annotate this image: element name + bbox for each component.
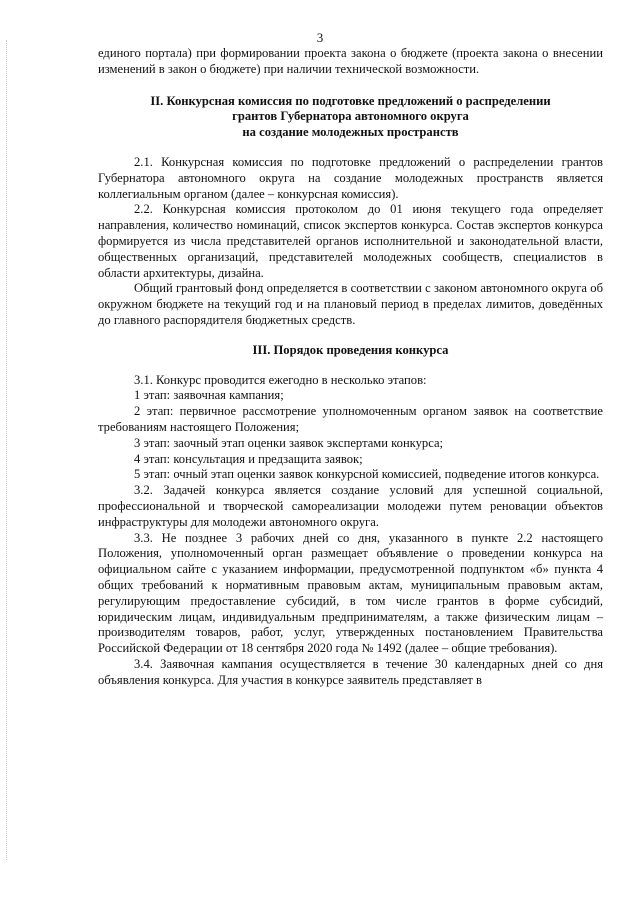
paragraph-3-4: 3.4. Заявочная кампания осуществляется в течение 30 календарных дней со дня объявления конкурса. Для участия в конкурсе заявитель представляет в: [98, 656, 603, 687]
stage-4: 4 этап: консультация и предзащита заявок;: [134, 451, 363, 466]
page-number: 3: [316, 30, 324, 45]
stage-1: 1 этап: заявочная кампания;: [134, 388, 284, 403]
section-2-heading-line: II. Конкурсная комиссия по подготовке предложений о распределении: [150, 93, 551, 108]
stage-3: 3 этап: заочный этап оценки заявок экспертами конкурса;: [134, 435, 444, 450]
section-2-heading: [98, 94, 603, 141]
section-3-heading: [98, 343, 603, 359]
paragraph-2-1: 2.1. Конкурсная комиссия по подготовке предложений о распределении грантов Губернатора автономного округа на создание молодежных пространств является коллегиальным органом (далее – конкурсная комиссия).: [98, 154, 603, 201]
section-2-heading-line: грантов Губернатора автономного округа: [232, 109, 469, 124]
paragraph-3-1: 3.1. Конкурс проводится ежегодно в несколько этапов:: [134, 372, 427, 387]
paragraph-grant-fund: Общий грантовый фонд определяется в соответствии с законом автономного округа об окружном бюджете на текущий год и на плановый период в пределах лимитов, доведённых до главного распорядителя бюджетных средств.: [98, 281, 603, 327]
stage-5: 5 этап: очный этап оценки заявок конкурсной комиссией, подведение итогов конкурса.: [134, 467, 600, 482]
paragraph-3-3: 3.3. Не позднее 3 рабочих дней со дня, указанного в пункте 2.2 настоящего Положения, уполномоченный орган размещает объявление о проведении конкурса на официальном сайте с указанием информации, предусмотренной подпунктом «б» пункта 4 общих требований к нормативным правовым актам, муниципальным правовым актам, регулирующим предоставление субсидий, в том числе грантов в форме субсидий, юридическим лицам, индивидуальным предпринимателям, а также физическим лицам – производителям товаров, работ, услуг, утвержденных постановлением Правительства Российской Федерации от 18 сентября 2020 года № 1492 (далее – общие требования).: [98, 530, 603, 656]
paragraph-3-2: 3.2. Задачей конкурса является создание условий для успешной социальной, профессиональной и творческой самореализации молодежи путем реновации объектов инфраструктуры для молодежи автономного округа.: [98, 483, 603, 529]
stage-2: 2 этап: первичное рассмотрение уполномоченным органом заявок на соответствие требованиям настоящего Положения;: [98, 404, 603, 434]
scan-edge-marks: [6, 40, 9, 860]
intro-paragraph: единого портала) при формировании проекта закона о бюджете (проекта закона о внесении изменений в закон о бюджете) при наличии технической возможности.: [98, 46, 603, 76]
document-body: [98, 46, 603, 688]
section-2-heading-line: на создание молодежных пространств: [242, 125, 459, 140]
paragraph-2-2: 2.2. Конкурсная комиссия протоколом до 01 июня текущего года определяет направления, количество номинаций, список экспертов конкурса. Состав экспертов конкурса формируется из числа представителей органов исполнительной и законодательной власти, общественных организаций, представителей молодежных сообществ, специалистов в области архитектуры, дизайна.: [98, 202, 603, 280]
section-3-heading-line: III. Порядок проведения конкурса: [252, 342, 449, 357]
